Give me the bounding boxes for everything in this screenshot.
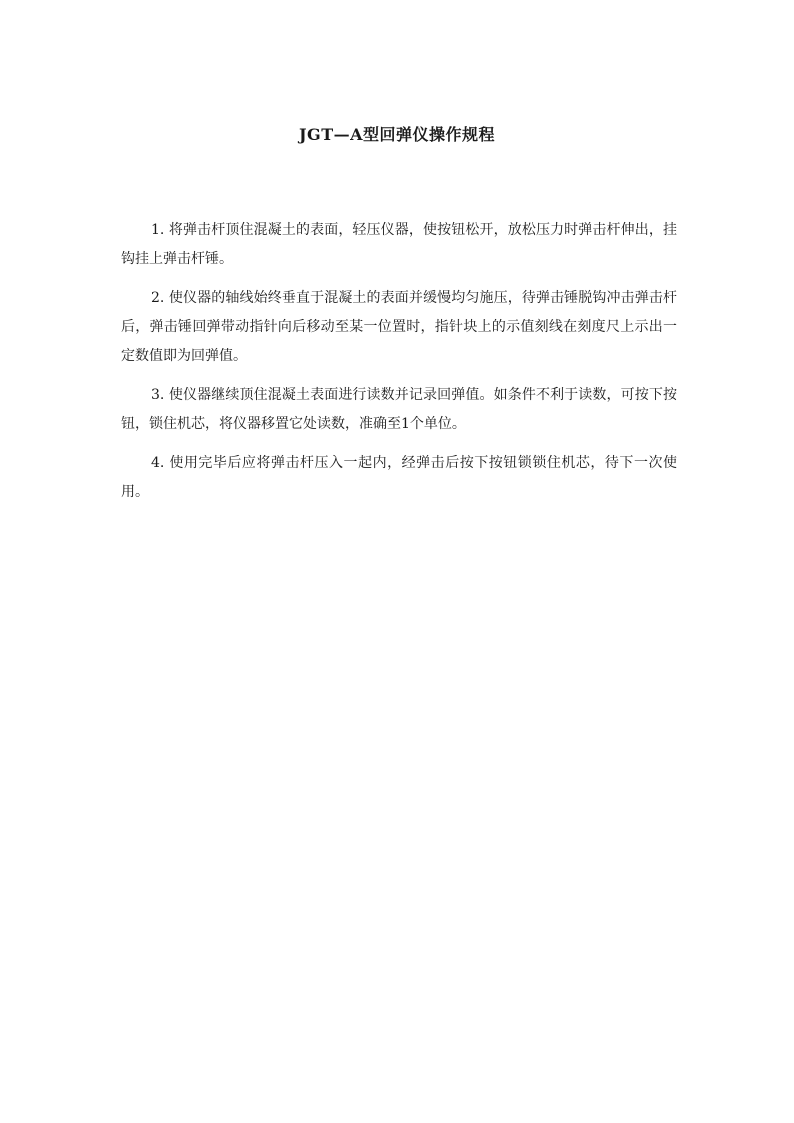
document-body [121, 216, 677, 517]
paragraph-step-1: 1. 将弹击杆顶住混凝土的表面，轻压仪器，使按钮松开，放松压力时弹击杆伸出，挂钩挂上弹击杆锤。 [121, 222, 677, 267]
paragraph-step-2: 2. 使仪器的轴线始终垂直于混凝土的表面并缓慢均匀施压，待弹击锤脱钩冲击弹击杆后，弹击锤回弹带动指针向后移动至某一位置时，指针块上的示值刻线在刻度尺上示出一定数值即为回弹值。 [121, 290, 677, 364]
page-title: JGT—A型回弹仪操作规程 [298, 125, 496, 144]
paragraph-step-4: 4. 使用完毕后应将弹击杆压入一起内，经弹击后按下按钮锁锁住机芯，待下一次使用。 [121, 455, 677, 500]
paragraph-step-3: 3. 使仪器继续顶住混凝土表面进行读数并记录回弹值。如条件不利于读数，可按下按钮，锁住机芯，将仪器移置它处读数，准确至1个单位。 [121, 387, 677, 432]
